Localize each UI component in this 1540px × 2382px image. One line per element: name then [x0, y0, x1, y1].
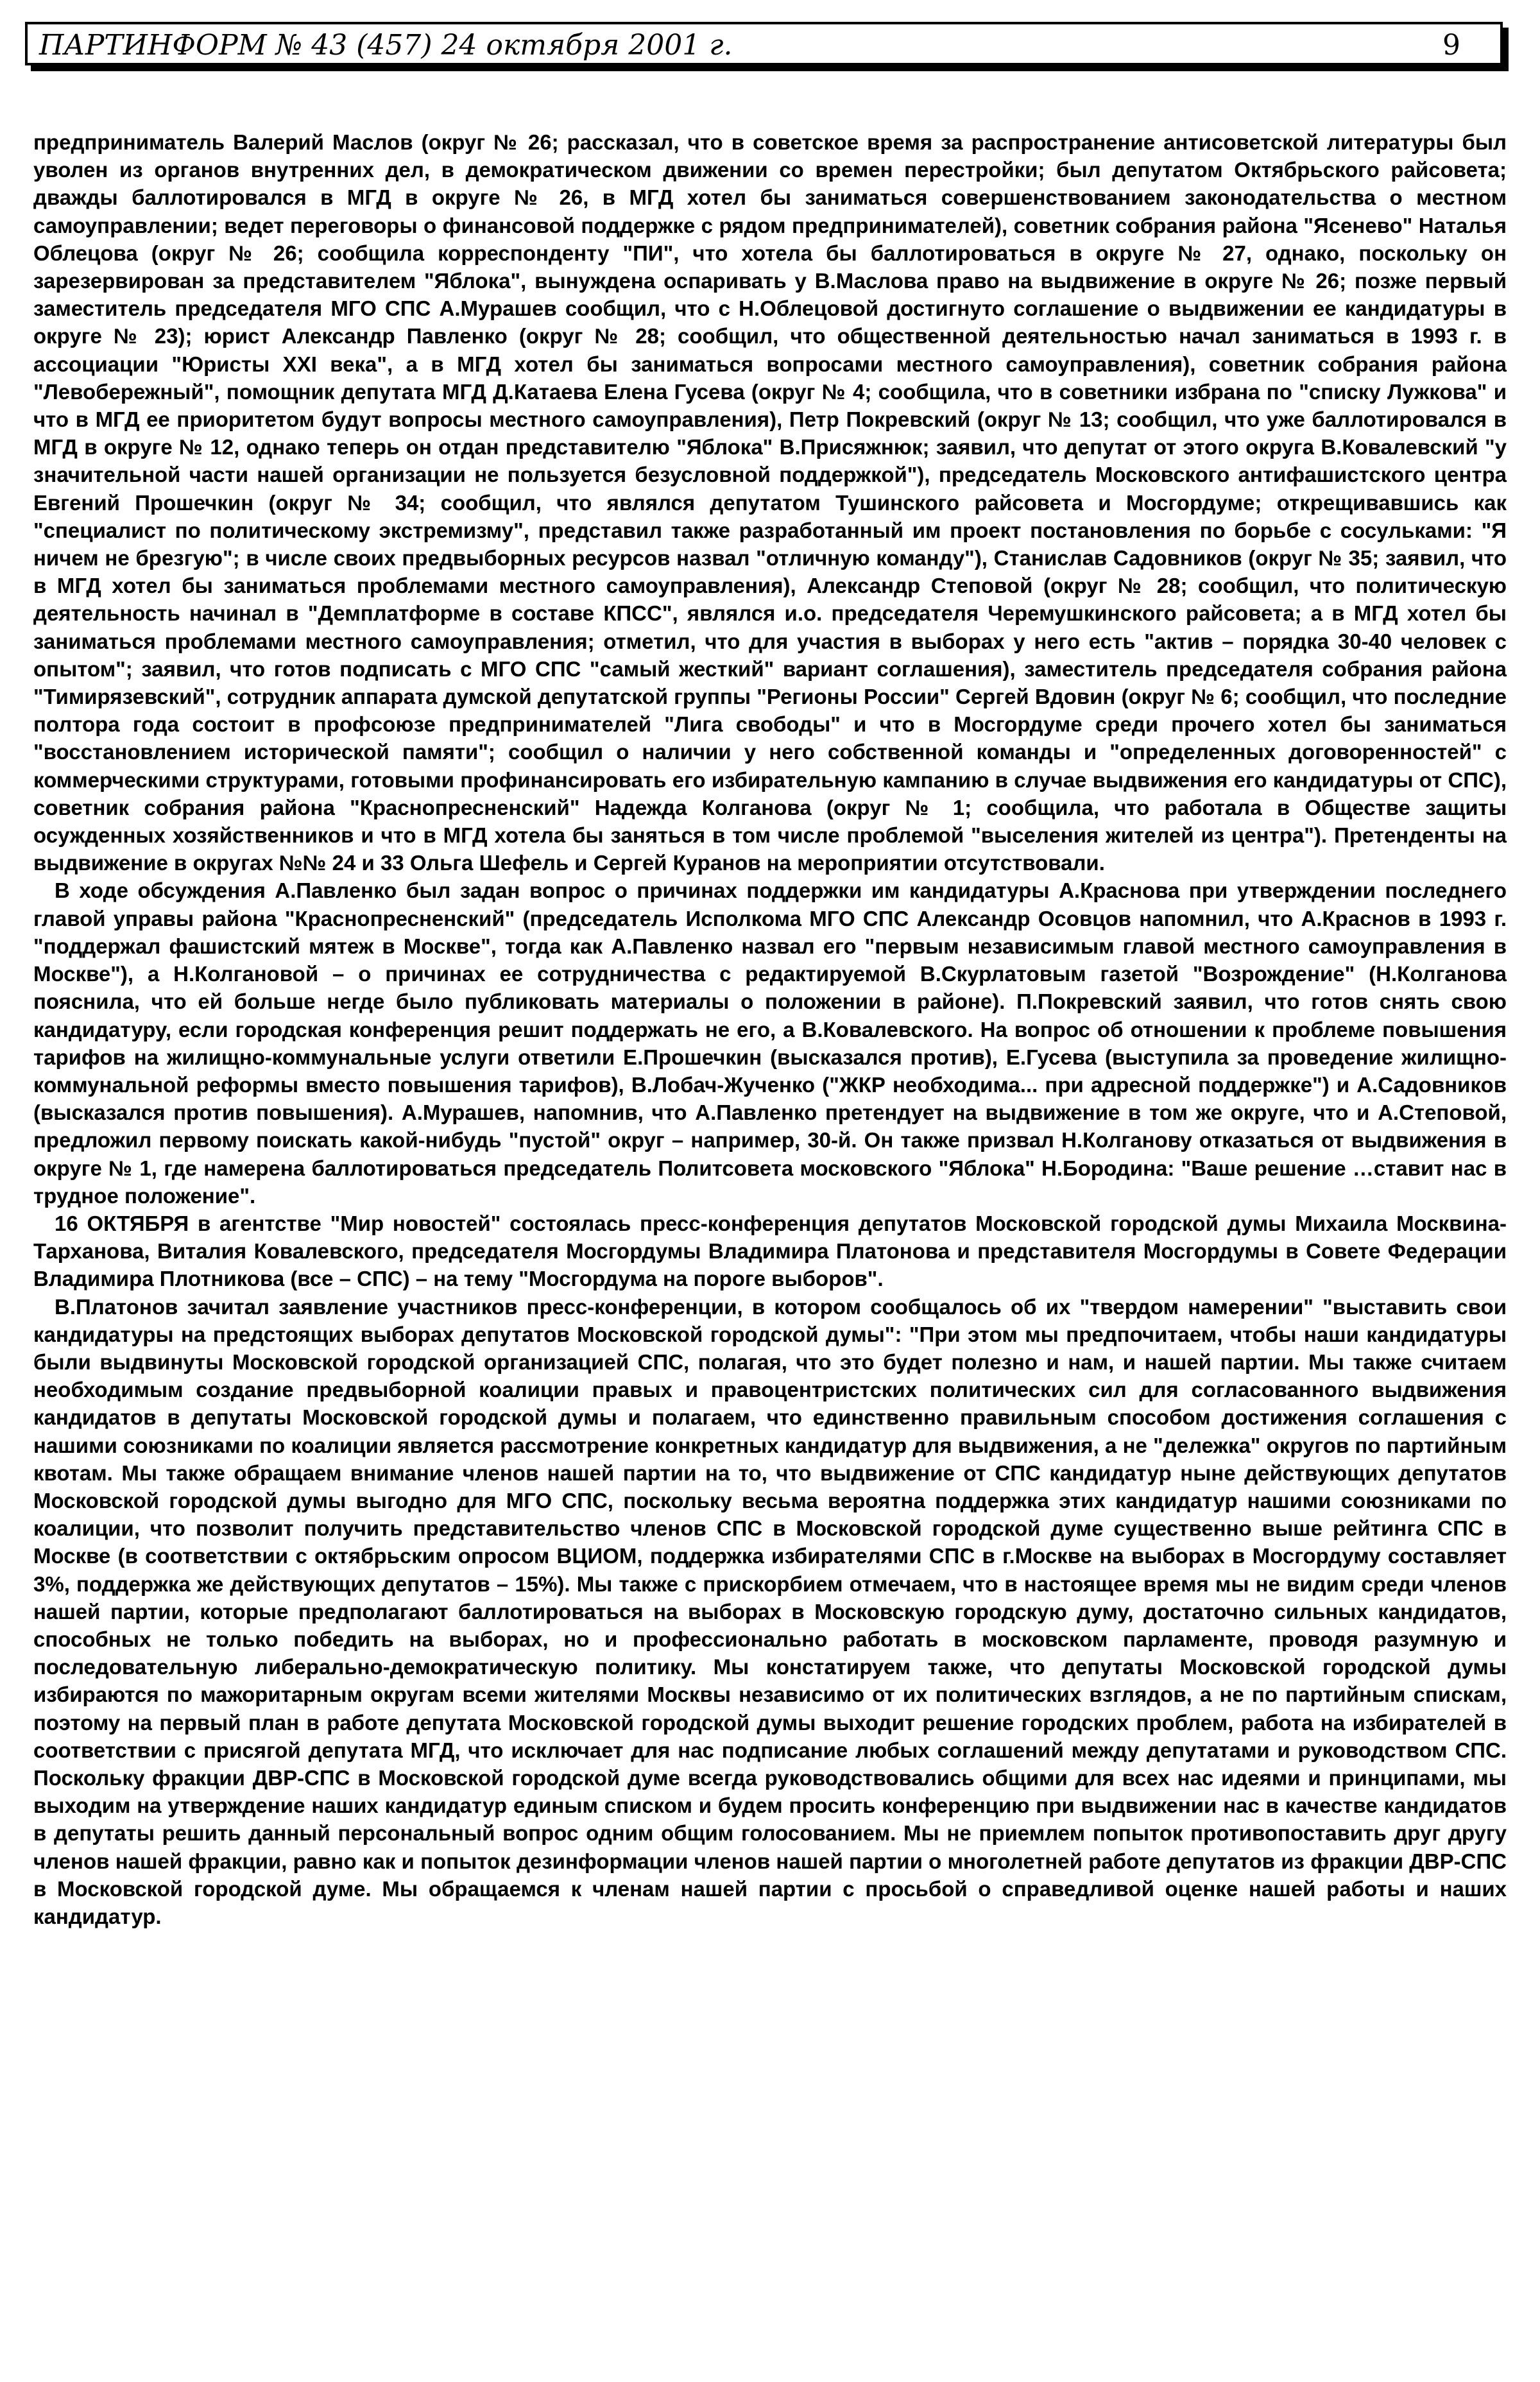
paragraph: В.Платонов зачитал заявление участников пресс-конференции, в котором сообщалось об их "твердом намерении" "выставить свои кандидатуры на предстоящих выборах депутатов Московской городской думы": "При этом мы предпочитаем, чтобы наши кандидатуры были выдвинуты Московской городской организацией СПС, полагая, что это будет полезно и нам, и нашей партии. Мы также считаем необходимым создание предвыборной коалиции правых и правоцентристских политических сил для согласованного выдвижения кандидатов в депутаты Московской городской думы и полагаем, что единственно правильным способом достижения соглашения с нашими союзниками по коалиции является рассмотрение конкретных кандидатур для выдвижения, а не "дележка" округов по партийным квотам. Мы также обращаем внимание членов нашей партии на то, что выдвижение от СПС кандидатур ныне действующих депутатов Московской городской думы выгодно для МГО СПС, поскольку весьма вероятна поддержка этих кандидатур нашими союзниками по коалиции, что позволит получить представительство членов СПС в Московской городской думе существенно выше рейтинга СПС в Москве (в соответствии с октябрьским опросом ВЦИОМ, поддержка избирателями СПС в г.Москве на выборах в Мосгордуму составляет 3%, поддержка же действующих депутатов – 15%). Мы также с прискорбием отмечаем, что в настоящее время мы не видим среди членов нашей партии, которые предполагают баллотироваться на выборах в Московскую городскую думу, достаточно сильных кандидатов, способных не только победить на выборах, но и профессионально работать в московском парламенте, проводя разумную и последовательную либерально-демократическую политику. Мы констатируем также, что депутаты Московской городской думы избираются по мажоритарным округам всеми жителями Москвы независимо от их политических взглядов, а не по партийным спискам, поэтому на первый план в работе депутата Московской городской думы выходит решение городских проблем, работа на избирателей в соответствии с присягой депутата МГД, что исключает для нас подписание любых соглашений между депутатами и руководством СПС. Поскольку фракции ДВР-СПС в Московской городской думе всегда руководствовались общими для всех нас идеями и принципами, мы выходим на утверждение наших кандидатур единым списком и будем просить конференцию при выдвижении нас в качестве кандидатов в депутаты решить данный персональный вопрос одним общим голосованием. Мы не приемлем попыток противопоставить друг другу членов нашей фракции, равно как и попыток дезинформации членов нашей партии о многолетней работе депутатов из фракции ДВР-СПС в Московской городской думе. Мы обращаемся к членам нашей партии с просьбой о справедливой оценке нашей работы и наших кандидатур.	[33, 1294, 1507, 1928]
publication-title: ПАРТИНФОРМ № 43 (457) 24 октября 2001 г.	[39, 29, 733, 62]
paragraph: 16 ОКТЯБРЯ в агентстве "Мир новостей" состоялась пресс-конференция депутатов Московской городской думы Михаила Москвина-Тарханова, Виталия Ковалевского, председателя Мосгордумы Владимира Платонова и представителя Мосгордумы в Совете Федерации Владимира Плотникова (все – СПС) – на тему "Мосгордума на пороге выборов".	[33, 1211, 1507, 1291]
page-header	[25, 22, 1503, 65]
page-number: 9	[1442, 29, 1460, 62]
paragraph: предприниматель Валерий Маслов (округ № 26; рассказал, что в советское время за распространение антисоветской литературы был уволен из органов внутренних дел, в демократическом движении со времен перестройки; был депутатом Октябрьского райсовета; дважды баллотировался в МГД в округе № 26, в МГД хотел бы заниматься совершенствованием законодательства о местном самоуправлении; ведет переговоры о финансовой поддержке с рядом предпринимателей), советник собрания района "Ясенево" Наталья Облецова (округ № 26; сообщила корреспонденту "ПИ", что хотела бы баллотироваться в округе № 27, однако, поскольку он зарезервирован за представителем "Яблока", вынуждена оспаривать у В.Маслова право на выдвижение в округе № 26; позже первый заместитель председателя МГО СПС А.Мурашев сообщил, что с Н.Облецовой достигнуто соглашение о выдвижении ее кандидатуры в округе № 23); юрист Александр Павленко (округ № 28; сообщил, что общественной деятельностью начал заниматься в 1993 г. в ассоциации "Юристы XXI века", а в МГД хотел бы заниматься вопросами местного самоуправления), советник собрания района "Левобережный", помощник депутата МГД Д.Катаева Елена Гусева (округ № 4; сообщила, что в советники избрана по "списку Лужкова" и что в МГД ее приоритетом будут вопросы местного самоуправления), Петр Покревский (округ № 13; сообщил, что уже баллотировался в МГД в округе № 12, однако теперь он отдан представителю "Яблока" В.Присяжнюк; заявил, что депутат от этого округа В.Ковалевский "у значительной части нашей организации не пользуется безусловной поддержкой"), председатель Московского антифашистского центра Евгений Прошечкин (округ № 34; сообщил, что являлся депутатом Тушинского райсовета и Мосгордуме; открещивавшись как "специалист по политическому экстремизму", представил также разработанный им проект постановления по борьбе с сосульками: "Я ничем не брезгую"; в числе своих предвыборных ресурсов назвал "отличную команду"), Станислав Садовников (округ № 35; заявил, что в МГД хотел бы заниматься проблемами местного самоуправления), Александр Степовой (округ № 28; сообщил, что политическую деятельность начинал в "Демплатформе в составе КПСС", являлся и.о. председателя Черемушкинского райсовета; а в МГД хотел бы заниматься проблемами местного самоуправления; отметил, что для участия в выборах у него есть "актив – порядка 30-40 человек с опытом"; заявил, что готов подписать с МГО СПС "самый жесткий" вариант соглашения), заместитель председателя собрания района "Тимирязевский", сотрудник аппарата думской депутатской группы "Регионы России" Сергей Вдовин (округ № 6; сообщил, что последние полтора года состоит в профсоюзе предпринимателей "Лига свободы" и что в Мосгордуме среди прочего хотел бы заниматься "восстановлением исторической памяти"; сообщил о наличии у него собственной команды и "определенных договоренностей" с коммерческими структурами, готовыми профинансировать его избирательную кампанию в случае выдвижения его кандидатуры от СПС), советник собрания района "Краснопресненский" Надежда Колганова (округ № 1; сообщила, что работала в Обществе защиты осужденных хозяйственников и что в МГД хотела бы заняться в том числе проблемой "выселения жителей из центра"). Претенденты на выдвижение в округах №№ 24 и 33 Ольга Шефель и Сергей Куранов на мероприятии отсутствовали.	[33, 130, 1507, 875]
article-body	[33, 128, 1507, 1930]
paragraph: В ходе обсуждения А.Павленко был задан вопрос о причинах поддержки им кандидатуры А.Краснова при утверждении последнего главой управы района "Краснопресненский" (председатель Исполкома МГО СПС Александр Осовцов напомнил, что А.Краснов в 1993 г. "поддержал фашистский мятеж в Москве", тогда как А.Павленко назвал его "первым независимым главой местного самоуправления в Москве"), а Н.Колгановой – о причинах ее сотрудничества с редактируемой В.Скурлатовым газетой "Возрождение" (Н.Колганова пояснила, что ей больше негде было публиковать материалы о положении в районе). П.Покревский заявил, что готов снять свою кандидатуру, если городская конференция решит поддержать не его, а В.Ковалевского. На вопрос об отношении к проблеме повышения тарифов на жилищно-коммунальные услуги ответили Е.Прошечкин (высказался против), Е.Гусева (выступила за проведение жилищно-коммунальной реформы вместо повышения тарифов), В.Лобач-Жученко ("ЖКР необходима... при адресной поддержке") и А.Садовников (высказался против повышения). А.Мурашев, напомнив, что А.Павленко претендует на выдвижение в том же округе, что и А.Степовой, предложил первому поискать какой-нибудь "пустой" округ – например, 30-й. Он также призвал Н.Колганову отказаться от выдвижения в округе № 1, где намерена баллотироваться председатель Политсовета московского "Яблока" Н.Бородина: "Ваше решение …ставит нас в трудное положение".	[33, 878, 1507, 1208]
